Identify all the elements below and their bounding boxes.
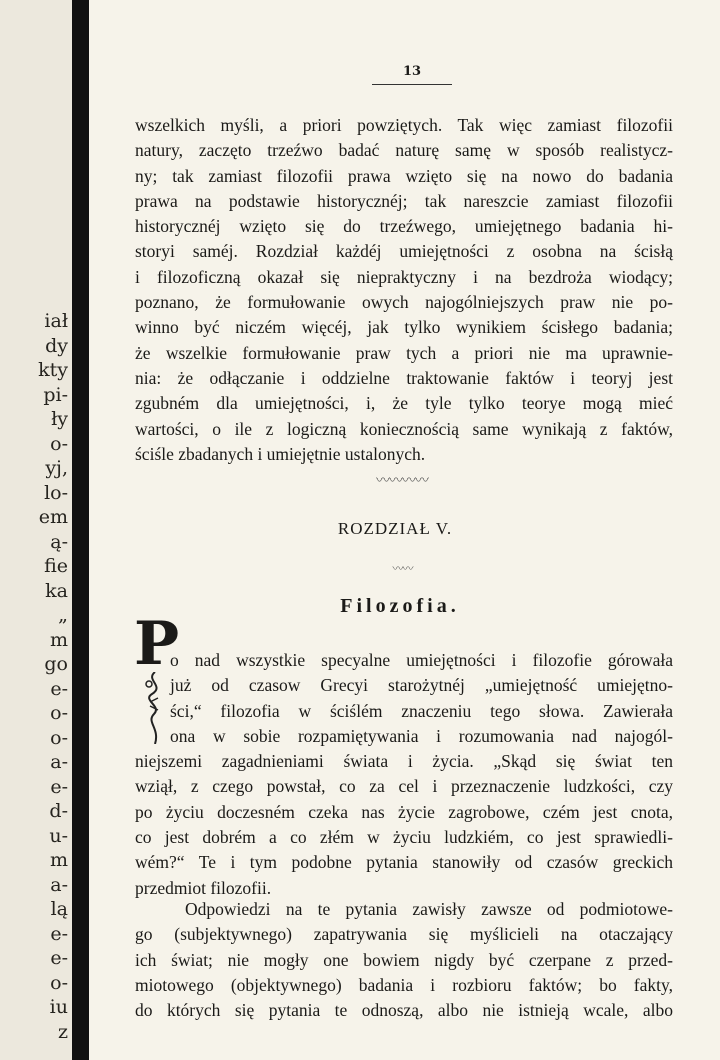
left-page-word-fragment: iu	[49, 996, 68, 1018]
left-page-word-fragment: m	[49, 849, 68, 871]
left-page-word-fragment: „	[58, 604, 68, 626]
text-line: ona w sobie rozpamiętywania i rozumowania nad najogól-	[170, 725, 673, 746]
left-page-word-fragment: ą-	[50, 530, 68, 553]
left-page-word-fragment: o-	[50, 726, 68, 749]
second-paragraph	[135, 897, 673, 1023]
text-line: niejszemi zagadnieniami świata i życia. „Skąd się świat ten	[135, 751, 673, 772]
drop-cap-letter: P	[134, 609, 180, 679]
text-line: że wszelkie formułowanie praw tych a priori nie ma uprawnie-	[135, 342, 673, 363]
text-line: historycznéj wzięto się do trzeźwego, umiejętnego badania hi-	[135, 216, 673, 237]
top-paragraph	[135, 113, 673, 467]
left-page-word-fragment: m	[49, 628, 68, 651]
left-page-word-fragment: go	[44, 653, 68, 675]
text-line: o nad wszystkie specyalne umiejętności i filozofie górowała	[170, 650, 673, 670]
left-page-word-fragment: pi-	[43, 383, 68, 406]
left-page-word-fragment: a-	[50, 751, 68, 773]
left-page-word-fragment: iał	[44, 310, 68, 332]
text-line: i filozoficzną okazał się niepraktyczny i na bezdroża wiodący;	[135, 266, 673, 287]
left-page-fragment	[0, 0, 72, 1060]
text-line: prawa na podstawie historycznéj; tak nareszcie zamiast filozofii	[135, 190, 673, 211]
text-line: winno być niczém więcéj, jak tylko wynikiem ścisłego badania;	[135, 317, 673, 338]
chapter-title: Filozofia.	[340, 595, 460, 617]
wavy-ornament: 〰〰〰〰	[376, 473, 428, 489]
left-page-word-fragment: o-	[50, 432, 68, 455]
text-line: przedmiot filozofii.	[135, 877, 272, 898]
text-line: ny; tak zamiast filozofii prawa wzięto się na nowo do badania	[135, 165, 673, 186]
text-line: ściśle zbadanych i umiejętnie ustalonych.	[135, 443, 426, 464]
text-line: Odpowiedzi na te pytania zawisły zawsze od podmiotowe-	[185, 899, 673, 919]
text-line: ści,“ filozofia w ściślém znaczeniu tego słowa. Zawierała	[170, 700, 673, 721]
binding-gutter	[72, 0, 89, 1060]
text-line: już od czasow Grecyi starożytnéj „umiejętność umiejętno-	[170, 675, 673, 696]
page-number-rule	[372, 84, 452, 85]
text-line: poznano, że formułowanie owych najogólniejszych praw nie po-	[135, 292, 673, 313]
small-ornament: 〰〰	[392, 562, 413, 575]
left-page-word-fragment: ka	[45, 579, 68, 602]
chapter-heading: ROZDZIAŁ V.	[337, 519, 453, 538]
left-page-word-fragment: kty	[38, 359, 68, 381]
text-line: miotowego (objektywnego) badania i rozbioru faktów; bo fakty,	[135, 974, 673, 995]
left-page-word-fragment: u-	[49, 824, 68, 847]
left-page-word-fragment: z	[57, 1020, 68, 1043]
left-page-word-fragment: lą	[50, 898, 68, 920]
left-page-word-fragment: e-	[50, 775, 68, 798]
left-page-word-fragment: dy	[45, 334, 68, 357]
left-page-word-fragment: ły	[51, 408, 68, 430]
text-line: ich świat; nie mogły one bowiem nigdy być czerpane z przed-	[135, 949, 673, 970]
text-line: co jest dobrém a co złém w życiu ludzkiém, co jest sprawiedli-	[135, 827, 673, 848]
left-page-word-fragment: e-	[50, 922, 68, 945]
text-line: wziął, z czego powstał, co za cel i przeznaczenie ludzkości, czy	[135, 776, 673, 797]
page-number: 13	[402, 64, 422, 79]
left-page-word-fragment: e-	[50, 947, 68, 969]
text-line: po życiu doczesném czeka nas życie zagrobowe, czém jest cnota,	[135, 801, 673, 822]
left-page-word-fragment: e-	[50, 677, 68, 700]
text-line: wartości, o ile z logiczną koniecznością same wynikają z faktów,	[135, 418, 673, 439]
left-page-word-fragment: fie	[44, 555, 68, 577]
left-page-word-fragment: o-	[50, 971, 68, 994]
text-line: wszelkich myśli, a priori powziętych. Tak więc zamiast filozofii	[135, 115, 673, 135]
left-page-word-fragment: d-	[49, 800, 68, 822]
first-paragraph	[135, 648, 673, 901]
text-line: do których się pytania te odnoszą, albo nie istnieją wcale, albo	[135, 1000, 673, 1021]
text-line: zgubném dla umiejętności, i, że tyle tylko teorye mogą mieć	[135, 393, 673, 414]
text-line: natury, zaczęto trzeźwo badać naturę samę w sposób realistycz-	[135, 140, 673, 161]
text-line: wém?“ Te i tym podobne pytania stanowiły od czasów greckich	[135, 852, 673, 873]
left-page-word-fragment: a-	[50, 873, 68, 896]
left-page-word-fragment: lo-	[44, 481, 68, 504]
left-page-word-fragment: em	[38, 506, 68, 528]
text-line: storyi saméj. Rozdział każdéj umiejętności z osobna na ścisłą	[135, 241, 673, 262]
text-line: nia: że odłączanie i oddzielne traktowanie faktów i teoryj jest	[135, 367, 673, 388]
left-page-word-fragment: o-	[50, 702, 68, 724]
left-page-word-fragment: yj,	[45, 457, 68, 479]
text-line: go (subjektywnego) zapatrywania się myślicieli na otaczający	[135, 924, 673, 945]
